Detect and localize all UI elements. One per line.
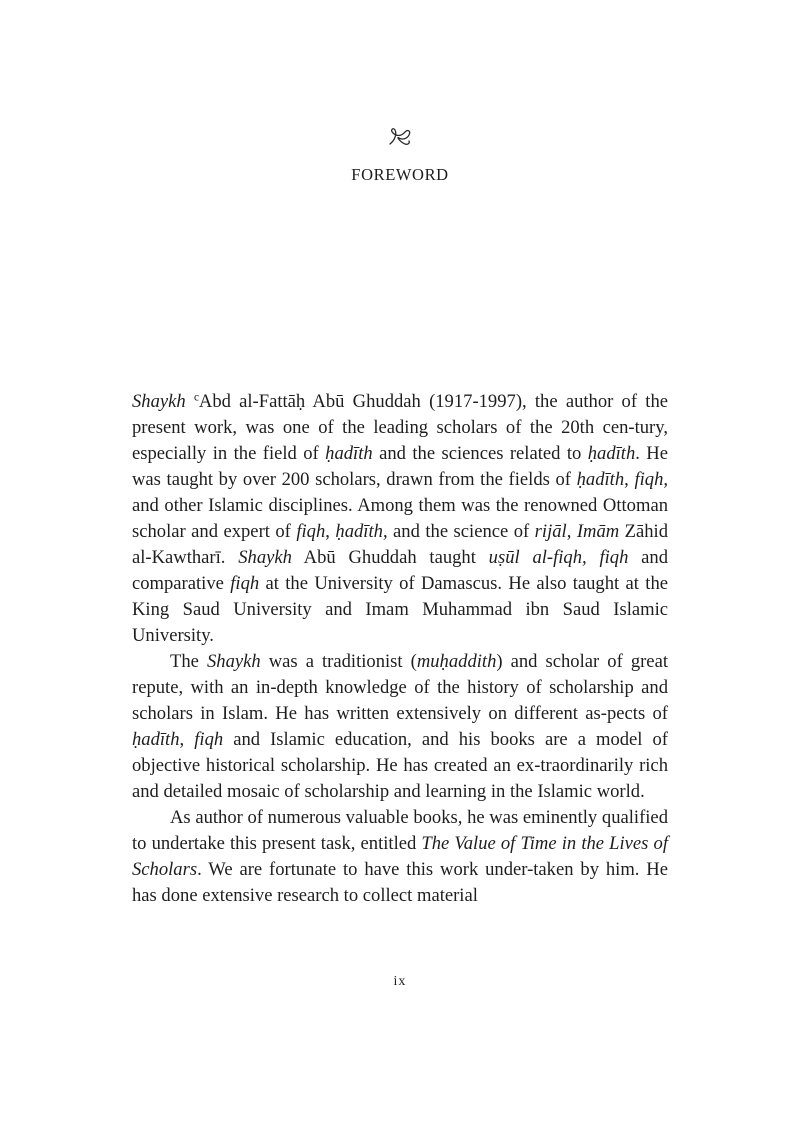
body-text <box>132 389 668 909</box>
text-run: Zāhid al-Kawtharī. <box>132 521 669 568</box>
text-run: As author of numerous valuable books, he was eminently qualified to undertake this present task, entitled <box>132 807 668 854</box>
text-run: Abū Ghuddah taught <box>291 547 489 568</box>
text-run: The <box>170 651 207 672</box>
italic-term: Imām <box>576 521 620 542</box>
text-run: c <box>193 391 199 404</box>
italic-term: Shaykh <box>206 651 261 672</box>
text-run: ) and scholar of great repute, with an in-depth knowledge of the history of scholarship and scholars in Islam. He has written extensively on different as-pects of <box>132 651 668 724</box>
italic-term: Shaykh <box>132 391 186 412</box>
text-run: . He was taught by over 200 scholars, drawn from the fields of <box>132 443 668 490</box>
paragraph <box>132 649 668 805</box>
text-run: and Islamic education, and his books are a model of objective historical scholarship. He has created an ex-traordinarily rich and detailed mosaic of scholarship and learning in the Islamic world. <box>132 729 669 802</box>
italic-term: fiqh <box>296 521 326 542</box>
italic-term: fiqh, <box>634 469 669 490</box>
text-run: was a traditionist ( <box>260 651 417 672</box>
text-run: , and the science of <box>382 521 535 542</box>
italic-term: ḥadīth <box>132 729 180 750</box>
text-run: and other Islamic disciplines. Among them was the renowned Ottoman scholar and expert of <box>132 495 668 542</box>
text-run: , <box>179 729 195 750</box>
text-run: and the sciences related to <box>372 443 588 464</box>
fleuron-knot-icon <box>0 126 800 154</box>
italic-term: The Value of Time in the Lives of Scholars <box>132 833 668 880</box>
italic-term: muḥaddith <box>416 651 497 672</box>
italic-term: rijāl <box>534 521 567 542</box>
text-run: , <box>566 521 577 542</box>
text-run: . We are fortunate to have this work under-taken by him. He has done extensive research to collect material <box>132 859 668 906</box>
paragraph <box>132 805 668 909</box>
italic-term: fiqh <box>194 729 224 750</box>
text-run: , <box>325 521 336 542</box>
italic-term: ḥadīth <box>325 443 373 464</box>
italic-term: ḥadīth <box>576 469 625 490</box>
text-run: and comparative <box>132 547 668 594</box>
italic-term: Shaykh <box>238 547 292 568</box>
italic-term: ḥadīth <box>587 443 636 464</box>
italic-term: ḥadīth <box>335 521 383 542</box>
paragraph <box>132 389 668 649</box>
page-title: FOREWORD <box>351 165 449 184</box>
text-run: , <box>624 469 635 490</box>
text-run <box>186 391 194 412</box>
text-run: Abd al-Fattāḥ Abū Ghuddah (1917-1997), the author of the present work, was one of the leading scholars of the 20th cen-tury, especially in the field of <box>132 391 668 464</box>
text-run: at the University of Damascus. He also taught at the King Saud University and Imam Muhammad ibn Saud Islamic University. <box>132 573 668 646</box>
italic-term: fiqh <box>230 573 260 594</box>
page-number: ix <box>393 974 407 989</box>
italic-term: uṣūl al-fiqh, fiqh <box>488 547 629 568</box>
